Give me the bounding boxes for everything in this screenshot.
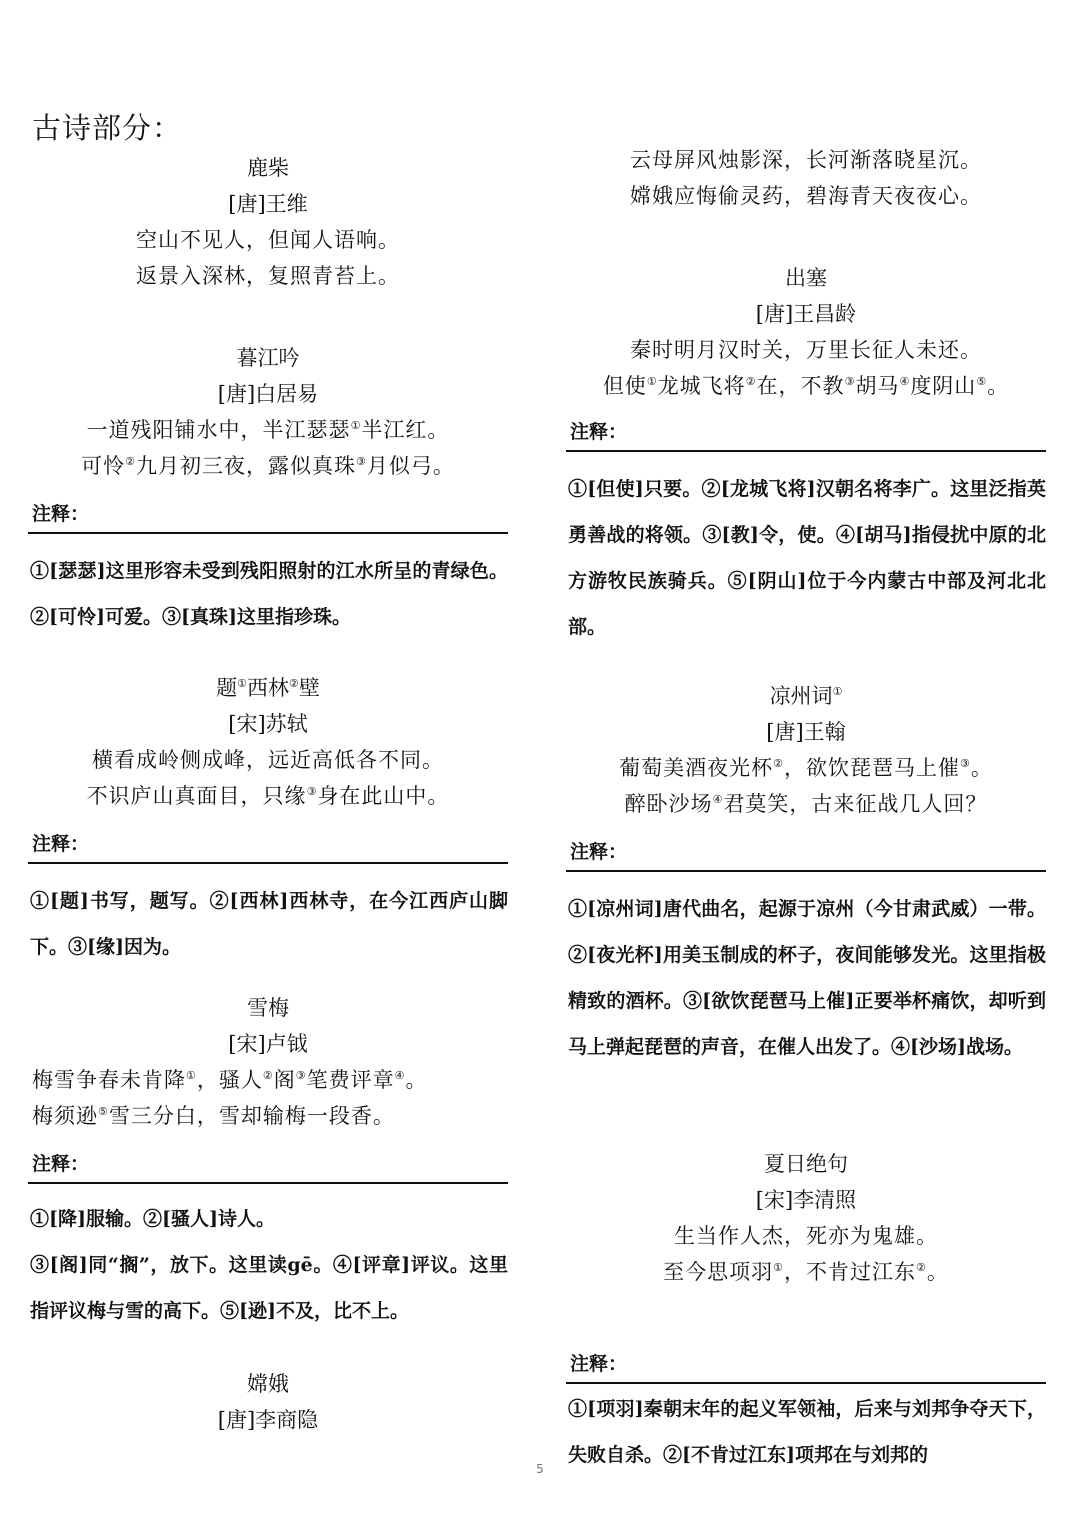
- poem-line: 但使①龙城飞将②在，不教③胡马④度阴山⑤。: [602, 374, 1010, 398]
- notes-text: ①[瑟瑟]这里形容未受到残阳照射的江水所呈的青绿色。②[可怜]可爱。③[真珠]这里指珍珠。: [30, 560, 508, 628]
- notes-text: ③[阁]同“搁”，放下。这里读gē。④[评章]评议。这里指评议梅与雪的高下。⑤[逊]不及，比不上。: [30, 1254, 508, 1322]
- poem-author: [唐]白居易: [217, 382, 319, 406]
- poem-author: [唐]王维: [228, 192, 308, 216]
- poem-line: 至今思项羽①，不肯过江东②。: [663, 1260, 949, 1284]
- poem-line: 嫦娥应悔偷灵药，碧海青天夜夜心。: [630, 184, 982, 208]
- poem-line: 梅须逊⑤雪三分白，雪却输梅一段香。: [32, 1104, 395, 1128]
- notes-text: ①[但使]只要。②[龙城飞将]汉朝名将李广。这里泛指英勇善战的将领。③[教]令，使。④[胡马]指侵扰中原的北方游牧民族骑兵。⑤[阴山]位于今内蒙古中部及河北北部。: [568, 478, 1046, 638]
- notes-label: 注释：: [570, 1353, 628, 1375]
- notes-block: [28, 830, 508, 970]
- notes-text: ①[题]书写，题写。②[西林]西林寺，在今江西庐山脚下。③[缘]因为。: [30, 890, 508, 958]
- divider: [566, 870, 1046, 872]
- notes-block: [28, 1150, 508, 1334]
- notes-label: 注释：: [570, 421, 628, 443]
- poem-author: [唐]王昌龄: [755, 302, 857, 326]
- poem-line: 生当作人杰，死亦为鬼雄。: [674, 1224, 938, 1248]
- poem-luzhai: [28, 150, 508, 294]
- poem-liangzhouci: [566, 678, 1046, 822]
- poem-line: 横看成岭侧成峰，远近高低各不同。: [92, 748, 444, 772]
- poem-title: 鹿柴: [247, 156, 289, 180]
- poem-line: 醉卧沙场④君莫笑，古来征战几人回？: [624, 792, 988, 816]
- notes-label: 注释：: [32, 1153, 90, 1175]
- poem-author: [唐]李商隐: [217, 1408, 319, 1432]
- poem-title: 题①西林②壁: [216, 676, 320, 700]
- section-title: 古诗部分：: [32, 111, 183, 145]
- poem-title: 雪梅: [247, 996, 289, 1020]
- poem-author: [唐]王翰: [766, 720, 846, 744]
- notes-text: ①[项羽]秦朝末年的起义军领袖，后来与刘邦争夺天下，失败自杀。②[不肯过江东]项邦在与刘邦的: [568, 1398, 1046, 1466]
- poem-line: 一道残阳铺水中，半江瑟瑟①半江红。: [86, 418, 450, 442]
- poem-title: 出塞: [785, 266, 827, 290]
- notes-label: 注释：: [32, 503, 90, 525]
- poem-tixilinbi: [28, 670, 508, 814]
- poem-author: [宋]苏轼: [228, 712, 308, 736]
- poem-title: 暮江吟: [236, 346, 300, 370]
- poem-line: 秦时明月汉时关，万里长征人未还。: [630, 338, 982, 362]
- divider: [566, 450, 1046, 452]
- poem-author: [宋]卢钺: [228, 1032, 308, 1056]
- notes-label: 注释：: [570, 841, 628, 863]
- poem-change-lines: [566, 142, 1046, 214]
- poem-xuemei: [28, 990, 508, 1134]
- poem-change: [28, 1366, 508, 1438]
- page-number: 5: [536, 1462, 544, 1476]
- divider: [28, 1182, 508, 1184]
- poem-line: 不识庐山真面目，只缘③身在此山中。: [86, 784, 450, 808]
- notes-text: ①[降]服输。②[骚人]诗人。: [30, 1208, 275, 1230]
- poem-title: 嫦娥: [247, 1372, 289, 1396]
- poem-title: 凉州词①: [769, 684, 843, 708]
- notes-block: [566, 418, 1046, 650]
- poem-mujiangyin: [28, 340, 508, 484]
- divider: [28, 862, 508, 864]
- poem-xiarijueju: [566, 1146, 1046, 1290]
- divider: [566, 1382, 1046, 1384]
- poem-chusai: [566, 260, 1046, 404]
- notes-block: [28, 500, 508, 640]
- poem-line: 梅雪争春未肯降①，骚人②阁③笔费评章④。: [32, 1068, 428, 1092]
- notes-label: 注释：: [32, 833, 90, 855]
- poem-title: 夏日绝句: [764, 1152, 848, 1176]
- poem-author: [宋]李清照: [755, 1188, 857, 1212]
- divider: [28, 532, 508, 534]
- poem-line: 可怜②九月初三夜，露似真珠③月似弓。: [81, 454, 455, 478]
- poem-line: 云母屏风烛影深，长河渐落晓星沉。: [630, 148, 982, 172]
- poem-line: 葡萄美酒夜光杯②，欲饮琵琶马上催③。: [619, 756, 993, 780]
- poem-line: 空山不见人，但闻人语响。: [136, 228, 400, 252]
- notes-block: [566, 1350, 1046, 1478]
- notes-text: ①[凉州词]唐代曲名，起源于凉州（今甘肃武威）一带。②[夜光杯]用美玉制成的杯子，夜间能够发光。这里指极精致的酒杯。③[欲饮琵琶马上催]正要举杯痛饮，却听到马上弹起琵琶的声音，在催人出发了。④[沙场]战场。: [568, 898, 1046, 1058]
- notes-block: [566, 838, 1046, 1070]
- poem-line: 返景入深林，复照青苔上。: [136, 264, 400, 288]
